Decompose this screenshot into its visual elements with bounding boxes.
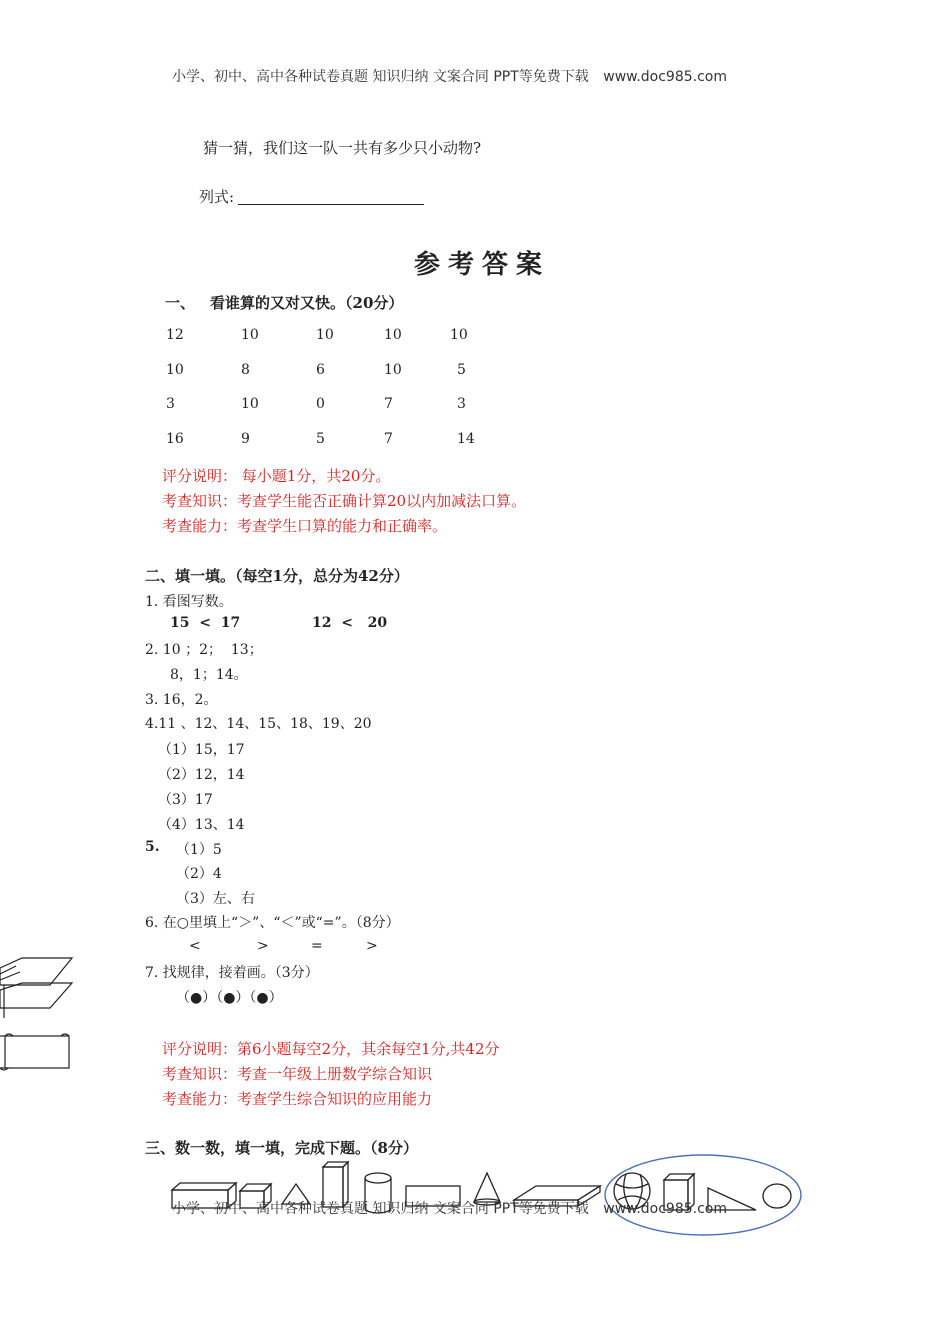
answer-line: （2）12，14 xyxy=(158,767,245,783)
grid-cell: 8 xyxy=(241,362,250,378)
grid-cell: 10 xyxy=(241,327,259,343)
section1-ability-note: 考查能力：考查学生口算的能力和正确率。 xyxy=(162,517,448,535)
footer-url: www.doc985.com xyxy=(603,1201,727,1217)
grid-cell: 3 xyxy=(457,396,466,412)
q6-answer: = xyxy=(311,938,323,954)
grid-cell: 10 xyxy=(316,327,334,343)
formula-label: 列式: xyxy=(199,188,235,206)
grid-cell: 5 xyxy=(457,362,466,378)
grid-cell: 10 xyxy=(241,396,259,412)
section2-scoring-note: 评分说明：第6小题每空2分，其余每空1分,共42分 xyxy=(162,1040,500,1058)
grid-cell: 9 xyxy=(241,431,250,447)
answer-line: 3. 16，2。 xyxy=(145,692,218,708)
pattern-answer: （●）（●）（●） xyxy=(176,990,283,1006)
section2-heading: 二、填一填。（每空1分，总分为42分） xyxy=(145,567,409,585)
circle-shape xyxy=(763,1184,791,1208)
grid-cell: 3 xyxy=(166,396,175,412)
grid-cell: 0 xyxy=(316,396,325,412)
answer-line: （3）17 xyxy=(158,792,213,808)
section2-knowledge-note: 考查知识：考查一年级上册数学综合知识 xyxy=(162,1065,433,1083)
answer-line: 12 < 20 xyxy=(312,615,388,631)
grid-cell: 10 xyxy=(166,362,184,378)
answer-line: 1. 看图写数。 xyxy=(145,594,233,610)
page-footer xyxy=(172,1198,727,1218)
answer-line: 5. xyxy=(145,839,160,855)
q6-answer: < xyxy=(189,938,201,954)
header-text: 小学、初中、高中各种试卷真题 知识归纳 文案合同 PPT等免费下载 xyxy=(172,69,589,85)
parallelogram-stack-figure xyxy=(0,958,72,1018)
grid-cell: 12 xyxy=(166,327,184,343)
grid-cell: 10 xyxy=(450,327,468,343)
grid-cell: 10 xyxy=(384,362,402,378)
answer-line: （3）左、右 xyxy=(176,891,255,907)
answer-line: （2）4 xyxy=(176,866,222,882)
answer-line: （1）5 xyxy=(176,842,222,858)
answer-line: 4.11 、12、14、15、18、19、20 xyxy=(145,716,372,732)
header-url: www.doc985.com xyxy=(603,69,727,85)
answer-line: 7. 找规律，接着画。（3分） xyxy=(145,965,319,981)
answer-line: 15 < 17 xyxy=(170,615,241,631)
footer-text: 小学、初中、高中各种试卷真题 知识归纳 文案合同 PPT等免费下载 xyxy=(172,1201,589,1217)
grid-cell: 10 xyxy=(384,327,402,343)
grid-cell: 6 xyxy=(316,362,325,378)
section1-scoring-note: 评分说明： 每小题1分，共20分。 xyxy=(162,467,391,485)
answer-line: （4）13、14 xyxy=(158,817,245,833)
grid-cell: 5 xyxy=(316,431,325,447)
grid-cell: 14 xyxy=(457,431,475,447)
scroll-figure xyxy=(0,1034,69,1070)
answer-line: （1）15，17 xyxy=(158,742,245,758)
q6-answer: > xyxy=(257,938,269,954)
q6-answer: > xyxy=(366,938,378,954)
answer-title: 参考答案 xyxy=(414,250,551,280)
section3-heading: 三、数一数，填一填，完成下题。（8分） xyxy=(145,1139,418,1157)
section1-number: 一、 xyxy=(165,294,196,312)
section1-knowledge-note: 考查知识：考查学生能否正确计算20以内加减法口算。 xyxy=(162,492,527,510)
answer-line: 2. 10 ；2； 13； xyxy=(145,642,263,658)
grid-cell: 7 xyxy=(384,396,393,412)
grid-cell: 16 xyxy=(166,431,184,447)
answer-line: 6. 在○里填上“＞”、“＜”或“=”。（8分） xyxy=(145,915,400,931)
section1-heading: 看谁算的又对又快。（20分） xyxy=(210,294,404,312)
section2-ability-note: 考查能力：考查学生综合知识的应用能力 xyxy=(162,1090,433,1108)
question-prompt: 猜一猜，我们这一队一共有多少只小动物? xyxy=(203,139,482,157)
answer-line: 8，1；14。 xyxy=(170,667,248,683)
grid-cell: 7 xyxy=(384,431,393,447)
highlight-ellipse xyxy=(605,1155,801,1235)
